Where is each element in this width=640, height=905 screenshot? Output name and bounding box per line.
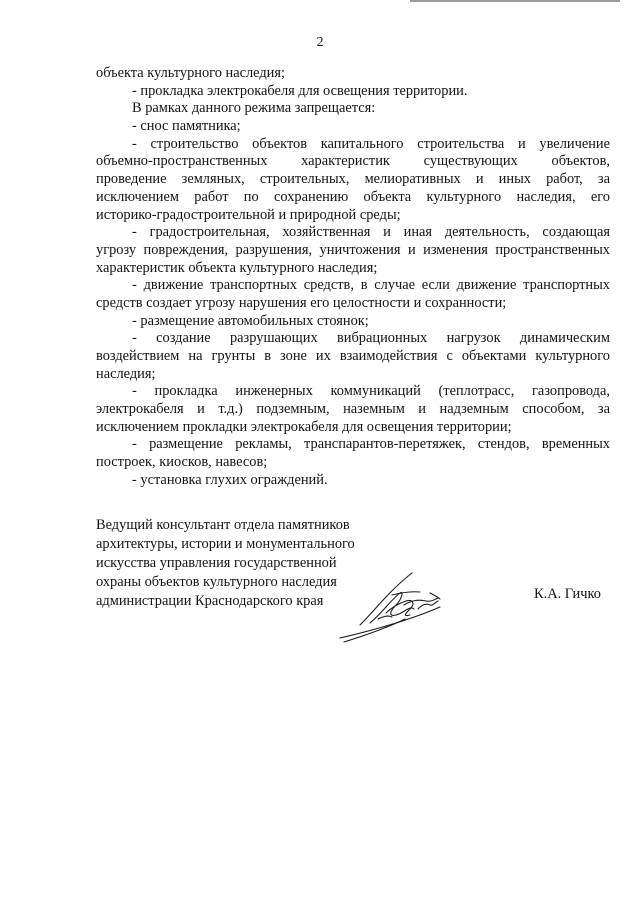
signatory-name: К.А. Гичко bbox=[534, 586, 601, 602]
text-line: - прокладка инженерных коммуникаций (теплотрасс, газопровода, bbox=[132, 383, 610, 400]
text-line: воздействием на грунты в зоне их взаимодействия с объектами культурного bbox=[96, 348, 610, 364]
text-line: характеристик объекта культурного наследия; bbox=[96, 259, 378, 276]
text-line: - установка глухих ограждений. bbox=[132, 471, 328, 488]
text-line: историко-градостроительной и природной среды; bbox=[96, 206, 401, 223]
text-line: электрокабеля и т.д.) подземным, наземным и надземным способом, за bbox=[96, 401, 610, 418]
position-line: охраны объектов культурного наследия bbox=[96, 574, 337, 590]
position-line: администрации Краснодарского края bbox=[96, 593, 324, 609]
text-line: - снос памятника; bbox=[132, 118, 241, 135]
text-line: построек, киосков, навесов; bbox=[96, 454, 268, 471]
position-line: архитектуры, истории и монументального bbox=[96, 536, 355, 552]
position-line: Ведущий консультант отдела памятников bbox=[96, 517, 350, 533]
text-line: - строительство объектов капитального строительства и увеличение bbox=[132, 135, 610, 152]
position-line: искусства управления государственной bbox=[96, 555, 337, 571]
text-line: исключением прокладки электрокабеля для освещения территории; bbox=[96, 418, 512, 435]
text-line: проведение земляных, строительных, мелиоративных и иных работ, за bbox=[96, 171, 610, 188]
text-line: исключением работ по сохранению объекта культурного наследия, его bbox=[96, 188, 610, 205]
text-line: угрозу повреждения, разрушения, уничтожения и изменения пространственных bbox=[96, 241, 610, 258]
text-line: - движение транспортных средств, в случае если движение транспортных bbox=[132, 277, 610, 294]
text-line: объекта культурного наследия; bbox=[96, 65, 286, 81]
text-line: - создание разрушающих вибрационных нагрузок динамическим bbox=[132, 330, 610, 347]
document-body bbox=[96, 65, 610, 490]
text-line: - прокладка электрокабеля для освещения территории. bbox=[132, 82, 468, 99]
page-number: 2 bbox=[316, 35, 324, 50]
text-line: - градостроительная, хозяйственная и иная деятельность, создающая bbox=[132, 224, 610, 241]
text-line: объемно-пространственных характеристик существующих объектов, bbox=[96, 153, 610, 170]
handwritten-signature bbox=[330, 565, 480, 645]
top-scan-edge bbox=[410, 0, 620, 2]
text-line: В рамках данного режима запрещается: bbox=[132, 100, 376, 117]
text-line: средств создает угрозу нарушения его целостности и сохранности; bbox=[96, 294, 507, 311]
text-line: - размещение автомобильных стоянок; bbox=[132, 312, 369, 329]
text-line: - размещение рекламы, транспарантов-перетяжек, стендов, временных bbox=[132, 436, 610, 453]
text-line: наследия; bbox=[96, 365, 156, 382]
